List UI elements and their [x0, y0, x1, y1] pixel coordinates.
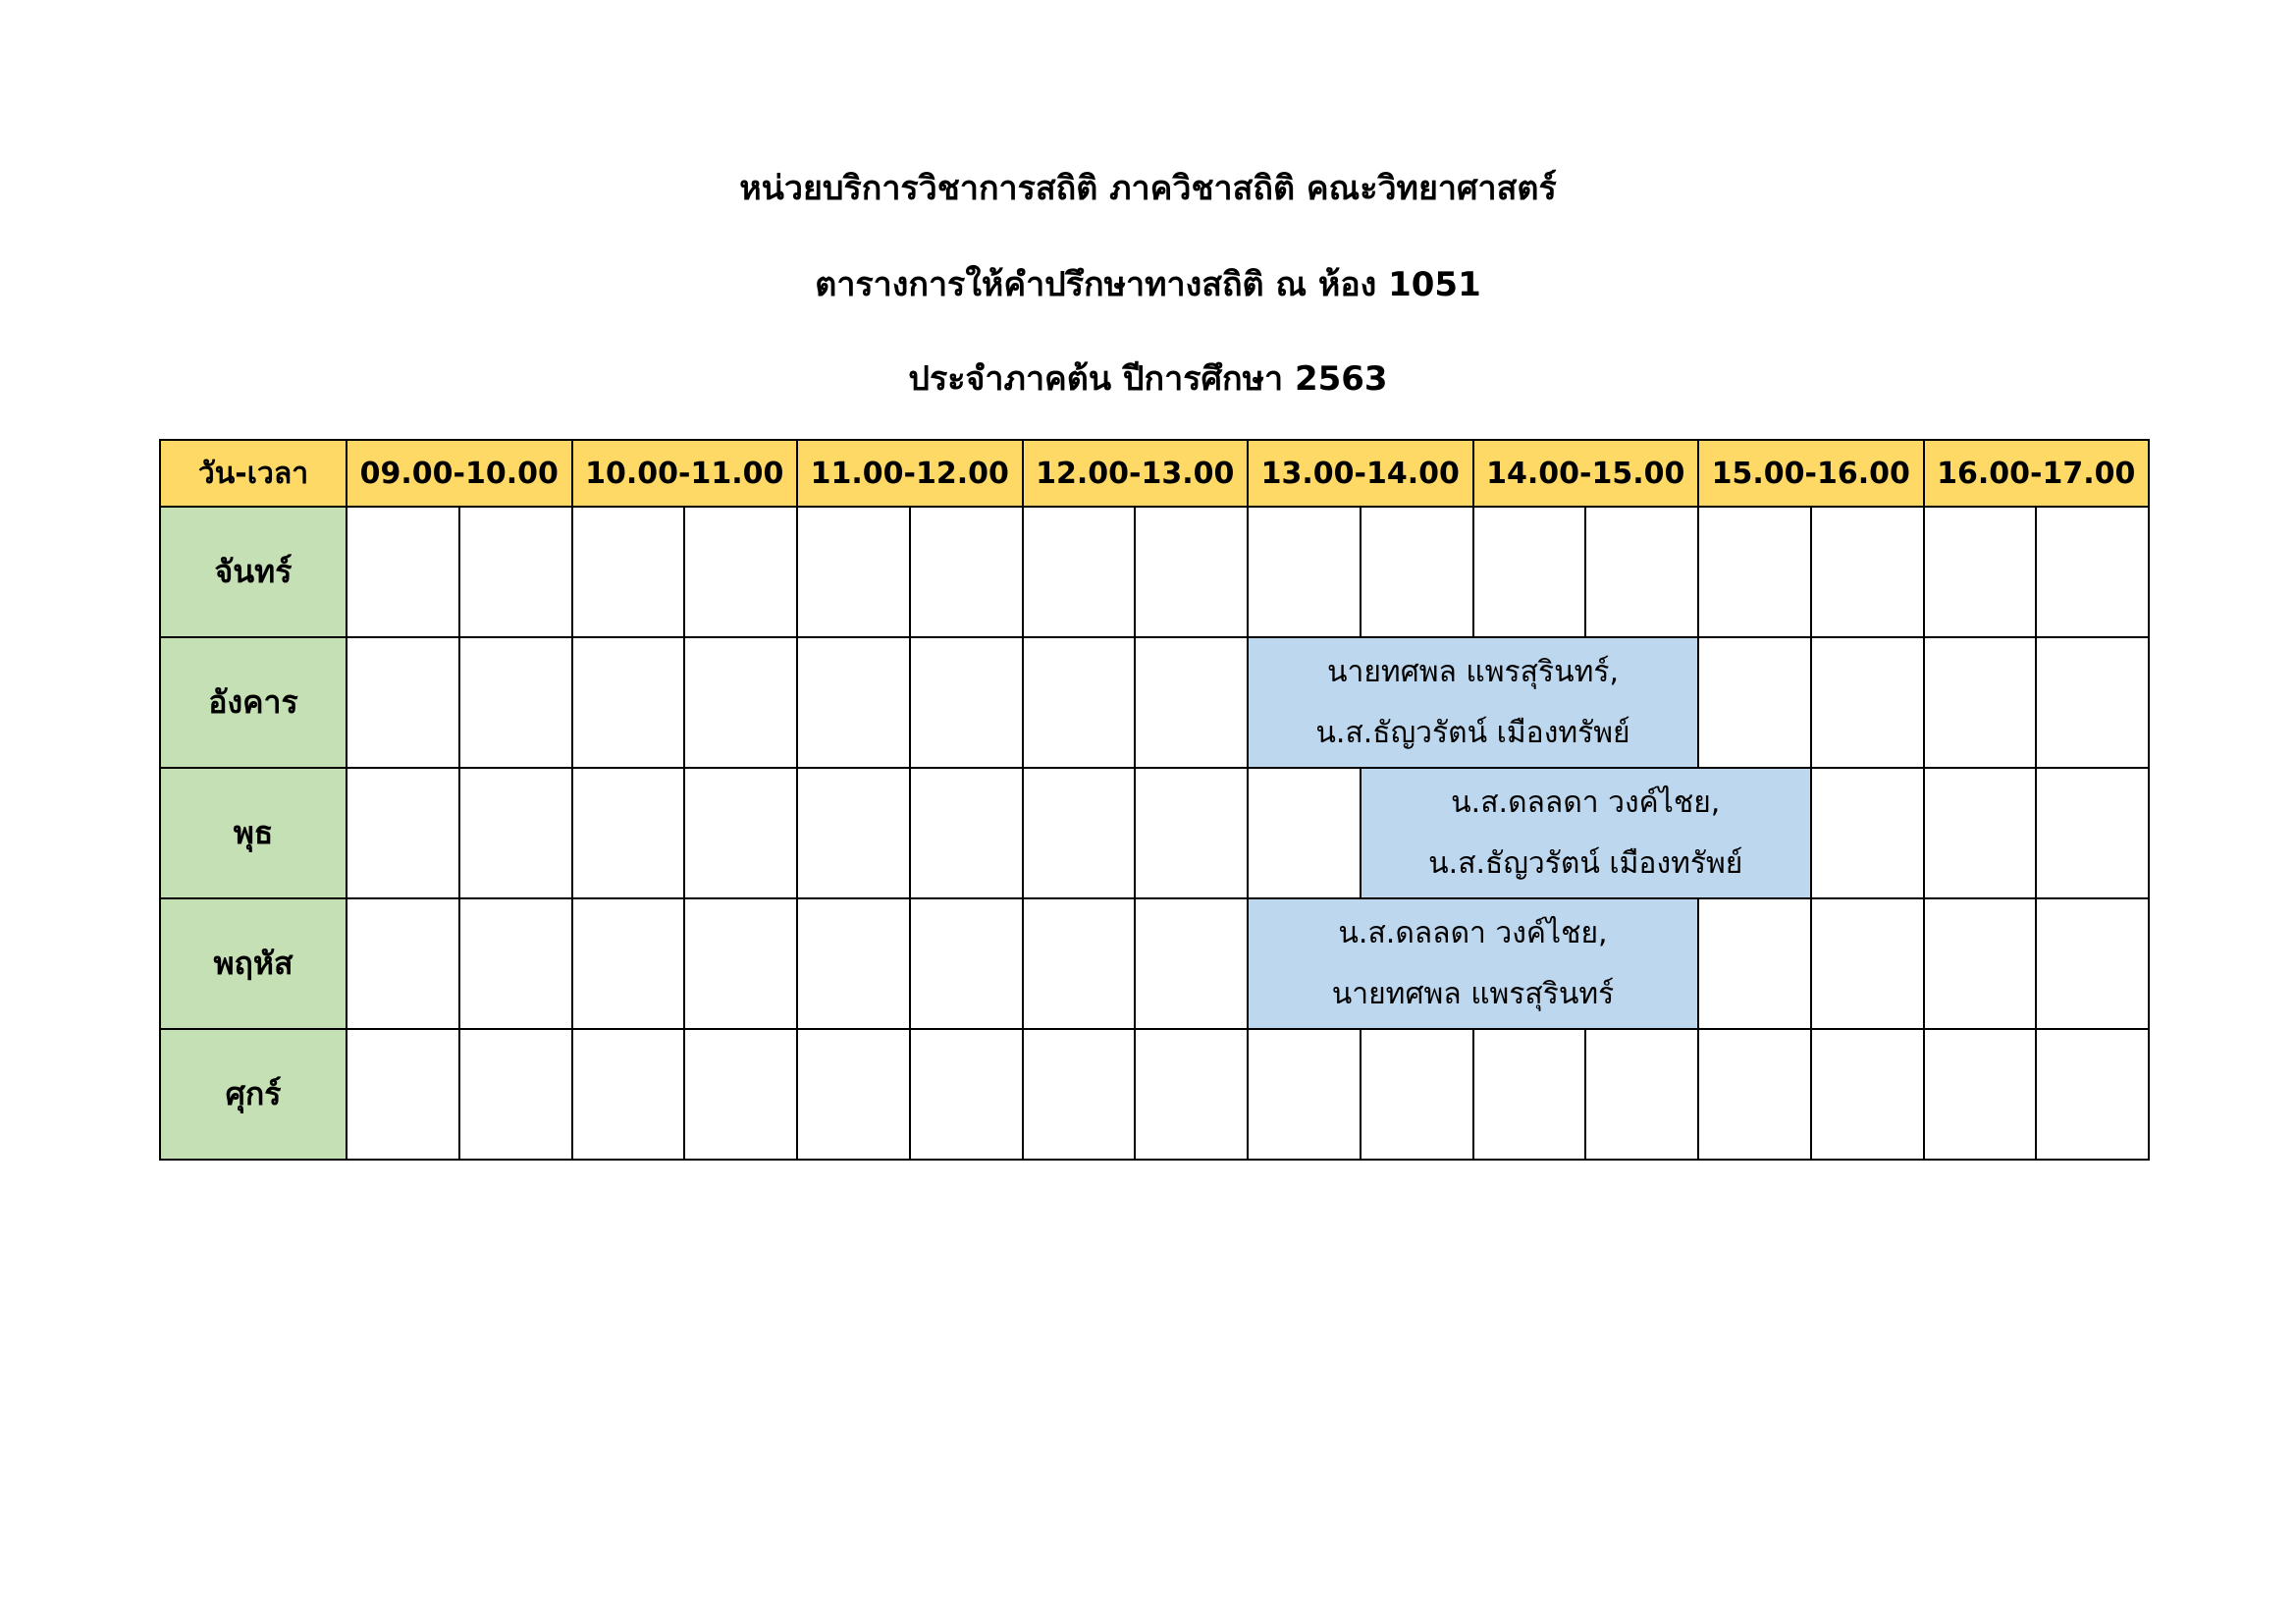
empty-slot: [1023, 507, 1136, 637]
empty-slot: [1585, 507, 1698, 637]
empty-slot: [797, 768, 910, 898]
empty-slot: [1135, 507, 1248, 637]
time-slot-header: 13.00-14.00: [1248, 440, 1473, 507]
corner-header: วัน-เวลา: [160, 440, 347, 507]
empty-slot: [684, 1029, 797, 1160]
empty-slot: [1698, 637, 1811, 768]
empty-slot: [1811, 898, 1924, 1029]
empty-slot: [797, 507, 910, 637]
empty-slot: [459, 507, 572, 637]
empty-slot: [1924, 898, 2037, 1029]
empty-slot: [910, 898, 1023, 1029]
empty-slot: [1023, 898, 1136, 1029]
empty-slot: [1924, 637, 2037, 768]
time-slot-header: 09.00-10.00: [347, 440, 572, 507]
page-title: หน่วยบริการวิชาการสถิติ ภาควิชาสถิติ คณะวิทยาศาสตร์: [739, 169, 1557, 208]
day-label: อังคาร: [160, 637, 347, 768]
empty-slot: [2036, 768, 2149, 898]
empty-slot: [1811, 507, 1924, 637]
empty-slot: [1135, 898, 1248, 1029]
table-row-friday: [160, 1029, 2149, 1160]
empty-slot: [1023, 1029, 1136, 1160]
empty-slot: [910, 637, 1023, 768]
empty-slot: [572, 507, 685, 637]
empty-slot: [1361, 507, 1473, 637]
time-slot-header: 14.00-15.00: [1473, 440, 1699, 507]
empty-slot: [1135, 637, 1248, 768]
empty-slot: [910, 768, 1023, 898]
empty-slot: [1924, 1029, 2037, 1160]
empty-slot: [1698, 507, 1811, 637]
empty-slot: [1248, 1029, 1361, 1160]
empty-slot: [684, 507, 797, 637]
advisor-name: นายทศพล แพรสุรินทร์,: [1326, 654, 1620, 689]
empty-slot: [1924, 768, 2037, 898]
table-row-thursday: [160, 898, 2149, 1029]
empty-slot: [1924, 507, 2037, 637]
empty-slot: [2036, 1029, 2149, 1160]
time-slot-header: 15.00-16.00: [1698, 440, 1924, 507]
empty-slot: [347, 1029, 459, 1160]
empty-slot: [1023, 768, 1136, 898]
empty-slot: [1698, 1029, 1811, 1160]
table-row-tuesday: [160, 637, 2149, 768]
time-slot-header: 12.00-13.00: [1023, 440, 1249, 507]
empty-slot: [347, 507, 459, 637]
empty-slot: [797, 637, 910, 768]
empty-slot: [910, 1029, 1023, 1160]
advisor-name: นายทศพล แพรสุรินทร์: [1331, 976, 1615, 1011]
consultation-schedule-table: [159, 439, 2150, 1161]
empty-slot: [459, 637, 572, 768]
time-slot-header: 10.00-11.00: [572, 440, 798, 507]
day-label: ศุกร์: [160, 1029, 347, 1160]
table-row-monday: [160, 507, 2149, 637]
booking-cell: [1248, 637, 1698, 768]
empty-slot: [2036, 507, 2149, 637]
day-label: จันทร์: [160, 507, 347, 637]
empty-slot: [684, 898, 797, 1029]
empty-slot: [2036, 898, 2149, 1029]
header-row: [160, 440, 2149, 507]
empty-slot: [1811, 637, 1924, 768]
time-slot-header: 11.00-12.00: [797, 440, 1023, 507]
empty-slot: [797, 1029, 910, 1160]
day-label: พุธ: [160, 768, 347, 898]
empty-slot: [572, 898, 685, 1029]
empty-slot: [1473, 1029, 1586, 1160]
empty-slot: [572, 637, 685, 768]
booking-cell: [1248, 898, 1698, 1029]
empty-slot: [910, 507, 1023, 637]
empty-slot: [797, 898, 910, 1029]
empty-slot: [459, 768, 572, 898]
empty-slot: [1361, 1029, 1473, 1160]
empty-slot: [1811, 768, 1924, 898]
empty-slot: [347, 898, 459, 1029]
semester-label: ประจำภาคต้น ปีการศึกษา 2563: [908, 359, 1388, 399]
empty-slot: [347, 637, 459, 768]
table-row-wednesday: [160, 768, 2149, 898]
advisor-name: น.ส.ธัญวรัตน์ เมืองทรัพย์: [1428, 845, 1743, 881]
empty-slot: [459, 1029, 572, 1160]
booking-cell: [1361, 768, 1811, 898]
empty-slot: [684, 637, 797, 768]
empty-slot: [347, 768, 459, 898]
empty-slot: [1023, 637, 1136, 768]
empty-slot: [1248, 768, 1361, 898]
empty-slot: [1698, 898, 1811, 1029]
page-subtitle: ตารางการให้คำปรึกษาทางสถิติ ณ ห้อง 1051: [815, 265, 1481, 304]
empty-slot: [1135, 768, 1248, 898]
empty-slot: [2036, 637, 2149, 768]
empty-slot: [1811, 1029, 1924, 1160]
empty-slot: [572, 1029, 685, 1160]
empty-slot: [1585, 1029, 1698, 1160]
advisor-name: น.ส.ดลลดา วงค์ไชย,: [1451, 785, 1721, 820]
empty-slot: [684, 768, 797, 898]
advisor-name: น.ส.ดลลดา วงค์ไชย,: [1338, 915, 1608, 950]
time-slot-header: 16.00-17.00: [1924, 440, 2150, 507]
empty-slot: [572, 768, 685, 898]
empty-slot: [1473, 507, 1586, 637]
advisor-name: น.ส.ธัญวรัตน์ เมืองทรัพย์: [1315, 715, 1630, 750]
empty-slot: [459, 898, 572, 1029]
empty-slot: [1135, 1029, 1248, 1160]
day-label: พฤหัส: [160, 898, 347, 1029]
empty-slot: [1248, 507, 1361, 637]
